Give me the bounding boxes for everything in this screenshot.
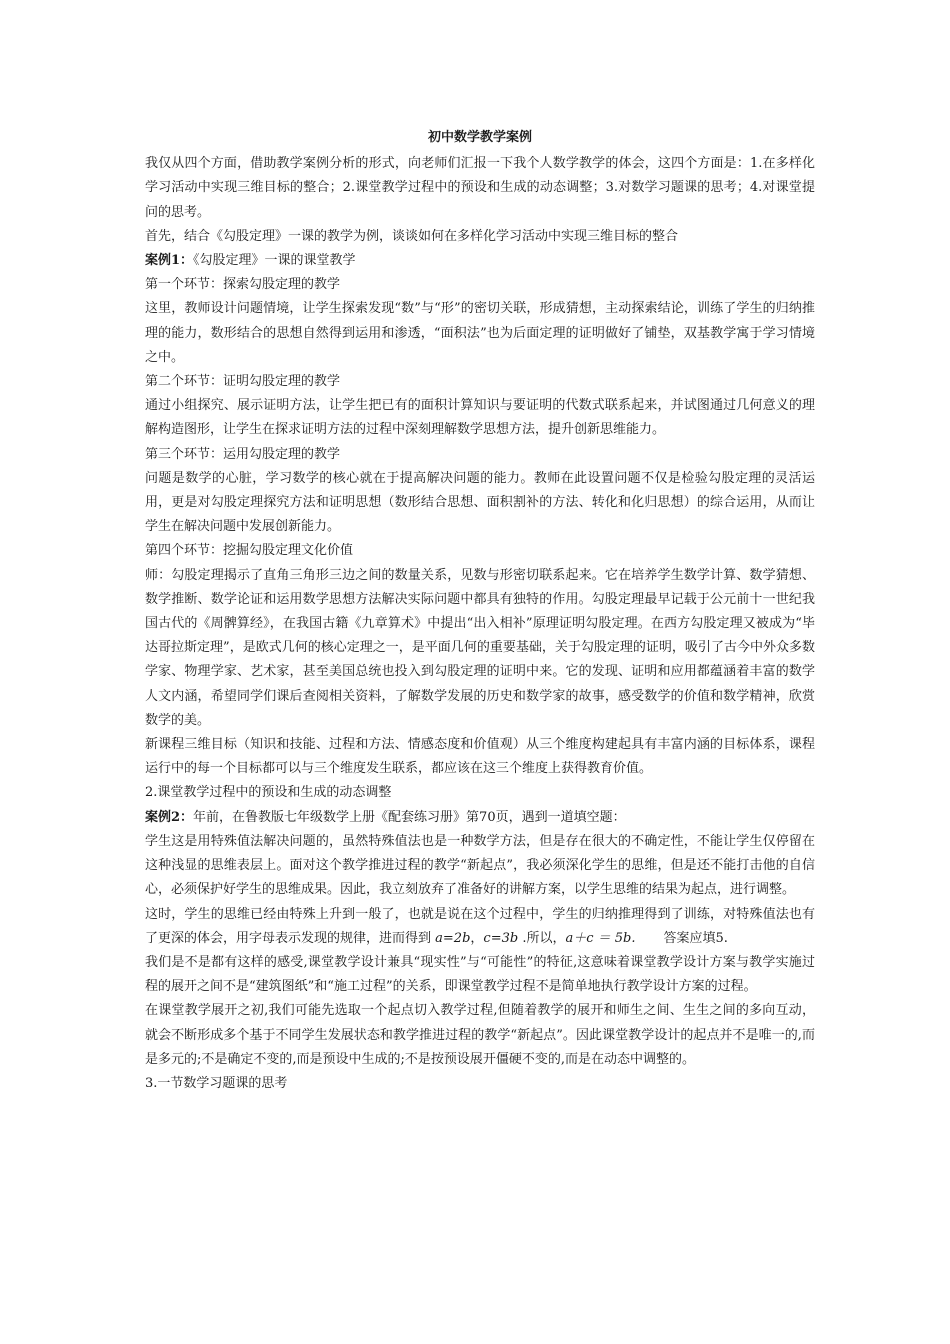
section-heading-3: 第三个环节：运用勾股定理的教学 <box>145 446 341 462</box>
case1-title: 《勾股定理》一课的课堂教学 <box>193 253 356 269</box>
case2-paragraph-2 <box>145 903 815 951</box>
case2-intro: 年前，在鲁教版七年级数学上册《配套练习册》第70页，遇到一道填空题： <box>193 809 626 825</box>
case2-paragraph-3: 我们是不是都有这样的感受,课堂教学设计兼具“现实性”与“可能性”的特征,这意味着课堂教学设计方案与教学实施过程的展开之间不是“建筑图纸”和“施工过程”的关系，即课堂教学过程不是简单地执行教学设计方案的过程。 <box>145 954 815 995</box>
section2-heading: 2.课堂教学过程中的预设和生成的动态调整 <box>145 785 392 801</box>
section-heading-2: 第二个环节：证明勾股定理的教学 <box>145 374 341 390</box>
case2-p2-text-b: .所以， <box>518 930 566 946</box>
section-body-2: 通过小组探究、展示证明方法，让学生把已有的面积计算知识与要证明的代数式联系起来，并试图通过几何意义的理解构造图形，让学生在探求证明方法的过程中深刻理解数学思想方法，提升创新思维能力。 <box>145 398 815 438</box>
case2-paragraph-4: 在课堂教学展开之初,我们可能先选取一个起点切入教学过程,但随着教学的展开和师生之间、生生之间的多向互动，就会不断形成多个基于不同学生发展状态和教学推进过程的教学“新起点”。因此课堂教学设计的起点并不是唯一的,而是多元的;不是确定不变的,而是预设中生成的;不是按预设展开僵硬不变的,而是在动态中调整的。 <box>145 1003 815 1067</box>
math-c-equals-3b: c=3b <box>483 930 519 946</box>
case2-paragraph-1: 学生这是用特殊值法解决问题的，虽然特殊值法也是一种数学方法，但是存在很大的不确定性，不能让学生仅停留在这种浅显的思维表层上。面对这个教学推进过程的教学“新起点”，我必须深化学生的思维，但是还不能打击他的自信心，必须保护好学生的思维成果。因此，我立刻放弃了准备好的讲解方案，以学生思维的结果为起点，进行调整。 <box>145 833 815 898</box>
section-body-3: 问题是数学的心脏，学习数学的核心就在于提高解决问题的能力。教师在此设置问题不仅是检验勾股定理的灵活运用，更是对勾股定理探究方法和证明思想（数形结合思想、面积割补的方法、转化和化归思想）的综合运用，从而让学生在解决问题中发展创新能力。 <box>145 470 815 535</box>
case2-heading <box>145 806 815 830</box>
case1-heading <box>145 249 815 273</box>
case1-label: 案例1： <box>145 253 194 269</box>
section3-heading: 3.一节数学习题课的思考 <box>145 1075 288 1091</box>
case2-p2-text-c: 答案应填5. <box>663 930 728 946</box>
section-heading-1: 第一个环节：探索勾股定理的教学 <box>145 277 341 293</box>
intro-paragraph: 我仅从四个方面，借助教学案例分析的形式，向老师们汇报一下我个人数学教学的体会，这四个方面是：1.在多样化学习活动中实现三维目标的整合；2.课堂教学过程中的预设和生成的动态调整；3.对数学习题课的思考；4.对课堂提问的思考。 <box>145 156 815 220</box>
case1-summary: 新课程三维目标（知识和技能、过程和方法、情感态度和价值观）从三个维度构建起具有丰富内涵的目标体系，课程运行中的每一个目标都可以与三个维度发生联系，都应该在这三个维度上获得教育价值。 <box>145 737 815 777</box>
section-body-1: 这里，教师设计问题情境，让学生探索发现“数”与“形”的密切关联，形成猜想，主动探索结论，训练了学生的归纳推理的能力，数形结合的思想自然得到运用和渗透，“面积法”也为后面定理的证明做好了铺垫，双基教学寓于学习情境之中。 <box>145 301 815 365</box>
section-body-4: 师：勾股定理揭示了直角三角形三边之间的数量关系，见数与形密切联系起来。它在培养学生数学计算、数学猜想、数学推断、数学论证和运用数学思想方法解决实际问题中都具有独特的作用。勾股定理最早记载于公元前十一世纪我国古代的《周髀算经》，在我国古籍《九章算术》中提出“出入相补”原理证明勾股定理。在西方勾股定理又被成为“毕达哥拉斯定理”，是欧式几何的核心定理之一，是平面几何的重要基础，关于勾股定理的证明，吸引了古今中外众多数学家、物理学家、艺术家，甚至美国总统也投入到勾股定理的证明中来。它的发现、证明和应用都蕴涵着丰富的数学人文内涵，希望同学们课后查阅相关资料，了解数学发展的历史和数学家的故事，感受数学的价值和数学精神，欣赏数学的美。 <box>145 567 815 728</box>
document-page <box>145 126 815 1096</box>
case2-p2-text-a: 这时，学生的思维已经由特殊上升到一般了，也就是说在这个过程中，学生的归纳推理得到了训练，对特殊值法也有了更深的体会，用字母表示发现的规律，进而得到 <box>145 906 815 946</box>
math-a-equals-2b: a=2b <box>435 930 471 946</box>
case2-label: 案例2： <box>145 809 194 825</box>
math-separator: ， <box>470 930 484 946</box>
document-title: 初中数学教学案例 <box>427 130 532 145</box>
math-a-plus-c: a＋c ＝ 5b. <box>565 930 636 946</box>
section-heading-4: 第四个环节：挖掘勾股定理文化价值 <box>145 543 354 559</box>
first-intro-paragraph: 首先，结合《勾股定理》一课的教学为例，谈谈如何在多样化学习活动中实现三维目标的整合 <box>145 228 679 244</box>
